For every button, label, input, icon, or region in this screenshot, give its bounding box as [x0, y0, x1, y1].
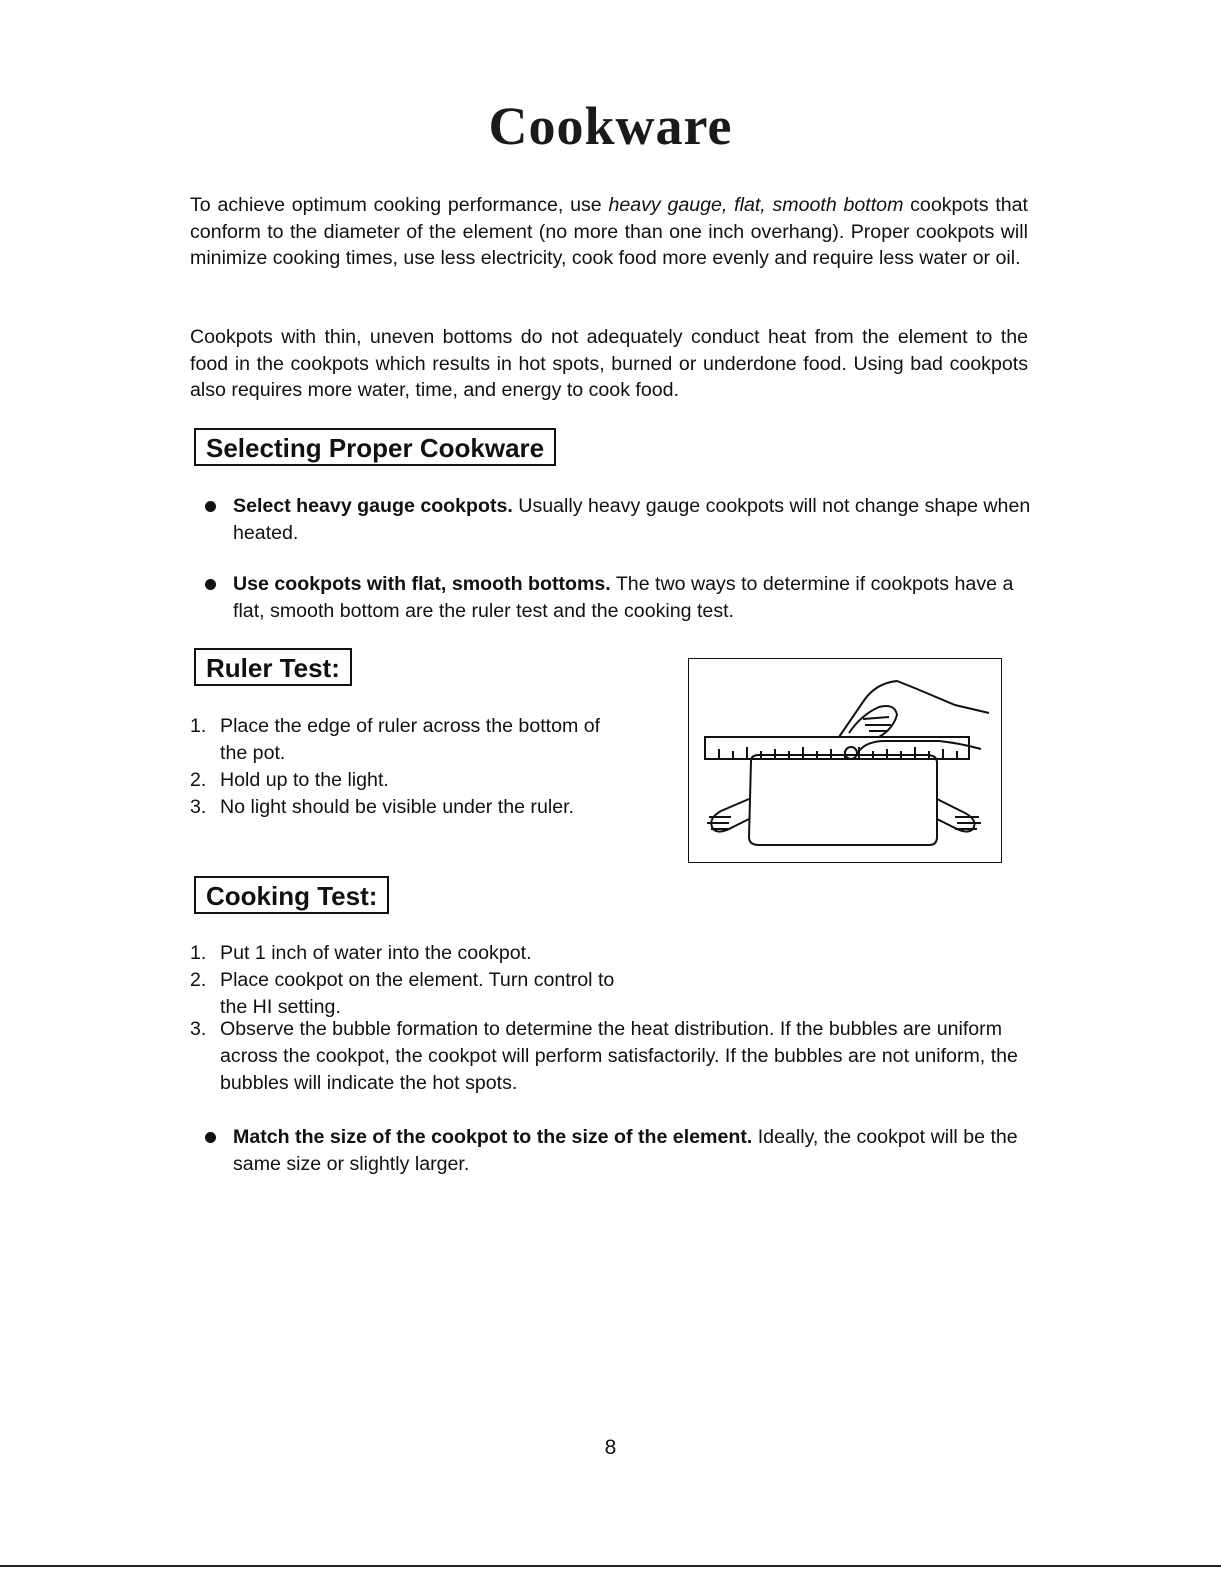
bullet-dot — [205, 501, 216, 512]
bullet-text — [233, 493, 1035, 547]
pot-ruler-drawing — [689, 659, 1000, 861]
selecting-heading: Selecting Proper Cookware — [194, 428, 556, 466]
cooking-test-steps-b — [178, 1016, 1034, 1097]
intro-paragraph-1 — [190, 192, 1028, 272]
bullet-body: Usually heavy gauge cookpots will not change shape when heated. — [233, 495, 1031, 544]
bullet-match-size — [205, 1124, 1035, 1178]
intro-text-b: cookpots that conform to the diameter of the element (no more than one inch overhang). Proper cookpots will minimize cooking times, use less electricity, cook food more evenly and require less water or oil. — [190, 194, 1028, 269]
list-item: 1. Put 1 inch of water into the cookpot. — [190, 942, 532, 964]
bullet-body: Ideally, the cookpot will be the same size or slightly larger. — [233, 1126, 1018, 1175]
list-item: 3. No light should be visible under the ruler. — [190, 796, 574, 818]
bullet-body: The two ways to determine if cookpots have a flat, smooth bottom are the ruler test and the cooking test. — [233, 573, 1014, 622]
ruler-test-illustration — [688, 658, 1002, 863]
page-number: 8 — [604, 1436, 617, 1459]
list-item: 1. Place the edge of ruler across the bottom of the pot. — [190, 715, 601, 764]
bullet-dot — [205, 579, 216, 590]
list-item: 2. Place cookpot on the element. Turn control to the HI setting. — [190, 969, 615, 1018]
ruler-test-steps — [178, 713, 618, 821]
bullet-bold: Use cookpots with flat, smooth bottoms. — [233, 573, 611, 595]
bullet-flat-bottom — [205, 571, 1035, 625]
intro-paragraph-2: Cookpots with thin, uneven bottoms do not adequately conduct heat from the element to the food in the cookpots which results in hot spots, burned or underdone food. Using bad cookpots also requires more water, time, and energy to cook food. — [190, 326, 1028, 401]
intro-text-a: To achieve optimum cooking performance, use — [190, 194, 609, 216]
bottom-divider — [0, 1565, 1221, 1567]
bullet-bold: Match the size of the cookpot to the size of the element. — [233, 1126, 753, 1148]
list-item: 2. Hold up to the light. — [190, 769, 389, 791]
bullet-bold: Select heavy gauge cookpots. — [233, 495, 513, 517]
list-item: 3. Observe the bubble formation to determine the heat distribution. If the bubbles are uniform across the cookpot, the cookpot will perform satisfactorily. If the bubbles are not uniform, the bubbles will indicate the hot spots. — [190, 1018, 1018, 1094]
page-title: Cookware — [488, 96, 733, 156]
cooking-test-heading: Cooking Test: — [194, 876, 389, 914]
cooking-test-steps-a — [178, 940, 618, 1021]
bullet-dot — [205, 1132, 216, 1143]
bullet-text — [233, 1124, 1035, 1178]
bullet-heavy-gauge — [205, 493, 1035, 547]
bullet-text — [233, 571, 1035, 625]
ruler-test-heading: Ruler Test: — [194, 648, 352, 686]
intro-emphasis: heavy gauge, flat, smooth bottom — [608, 194, 904, 216]
